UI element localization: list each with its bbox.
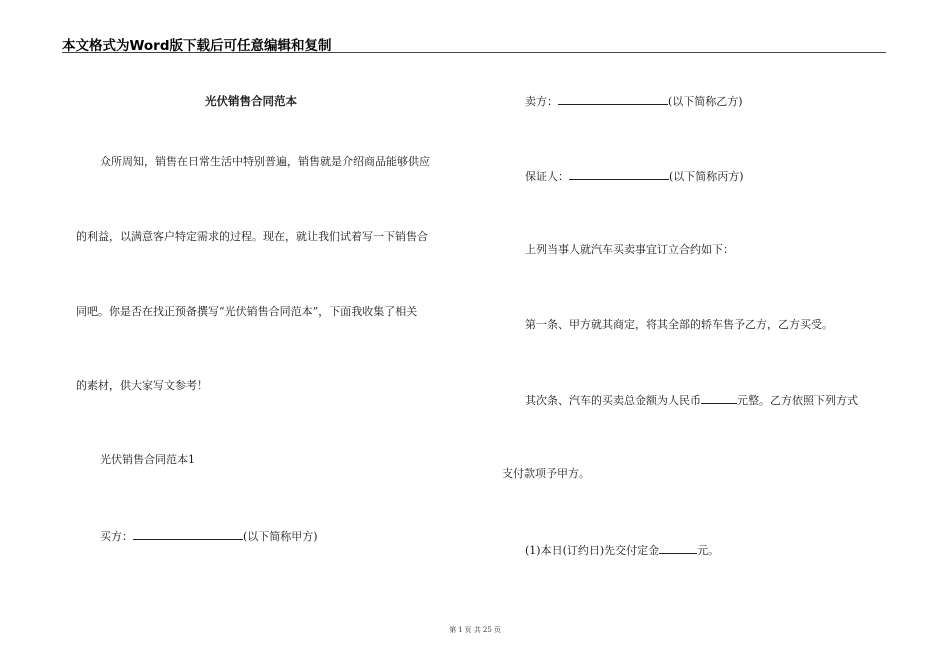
header-title: 本文格式为Word版下载后可任意编辑和复制: [62, 38, 332, 54]
header-divider: [62, 52, 886, 53]
seller-label: 卖方：: [525, 95, 558, 108]
article-2: [525, 392, 858, 408]
article-2-continuation: 支付款项予甲方。: [502, 467, 590, 480]
paragraph-line: 的素材，供大家写文参考！: [76, 379, 208, 392]
footer-suffix: 页: [493, 626, 501, 634]
article-2-suffix: 元整。乙方依照下列方式: [737, 394, 858, 407]
guarantor-suffix: (以下简称丙方): [669, 170, 744, 183]
deposit-blank: [659, 542, 697, 554]
item-1-prefix: (1)本日(订约日)先交付定金: [525, 544, 660, 557]
page-footer: [0, 625, 950, 635]
amount-blank: [701, 392, 737, 404]
buyer-blank: [133, 528, 243, 540]
guarantor-label: 保证人：: [525, 170, 569, 183]
section-subtitle: 光伏销售合同范本1: [100, 453, 195, 466]
guarantor-blank: [569, 168, 669, 180]
intro-line: 上列当事人就汽车买卖事宜订立合约如下：: [525, 243, 734, 256]
document-title: 光伏销售合同范本: [205, 94, 297, 108]
seller-line: [525, 93, 743, 109]
article-2-prefix: 其次条、汽车的买卖总金额为人民币: [525, 394, 701, 407]
buyer-label: 买方：: [100, 530, 133, 543]
item-1: [525, 542, 719, 558]
paragraph-line: 同吧。你是否在找正预备撰写“光伏销售合同范本”，下面我收集了相关: [76, 305, 418, 318]
seller-suffix: (以下简称乙方): [668, 95, 743, 108]
buyer-suffix: (以下简称甲方): [243, 530, 318, 543]
guarantor-line: [525, 168, 744, 184]
paragraph-line: 的利益，以满意客户特定需求的过程。现在，就让我们试着写一下销售合: [76, 230, 428, 243]
paragraph-line: 众所周知，销售在日常生活中特别普遍，销售就是介绍商品能够供应: [100, 155, 430, 168]
buyer-line: [100, 528, 318, 544]
footer-prefix: 第: [449, 626, 457, 634]
footer-mid: 页 共: [464, 626, 481, 634]
total-pages: 25: [482, 626, 492, 634]
page-number: 1: [458, 626, 463, 634]
item-1-suffix: 元。: [697, 544, 720, 557]
seller-blank: [558, 93, 668, 105]
article-1: 第一条、甲方就其商定，将其全部的轿车售予乙方，乙方买受。: [525, 318, 833, 331]
